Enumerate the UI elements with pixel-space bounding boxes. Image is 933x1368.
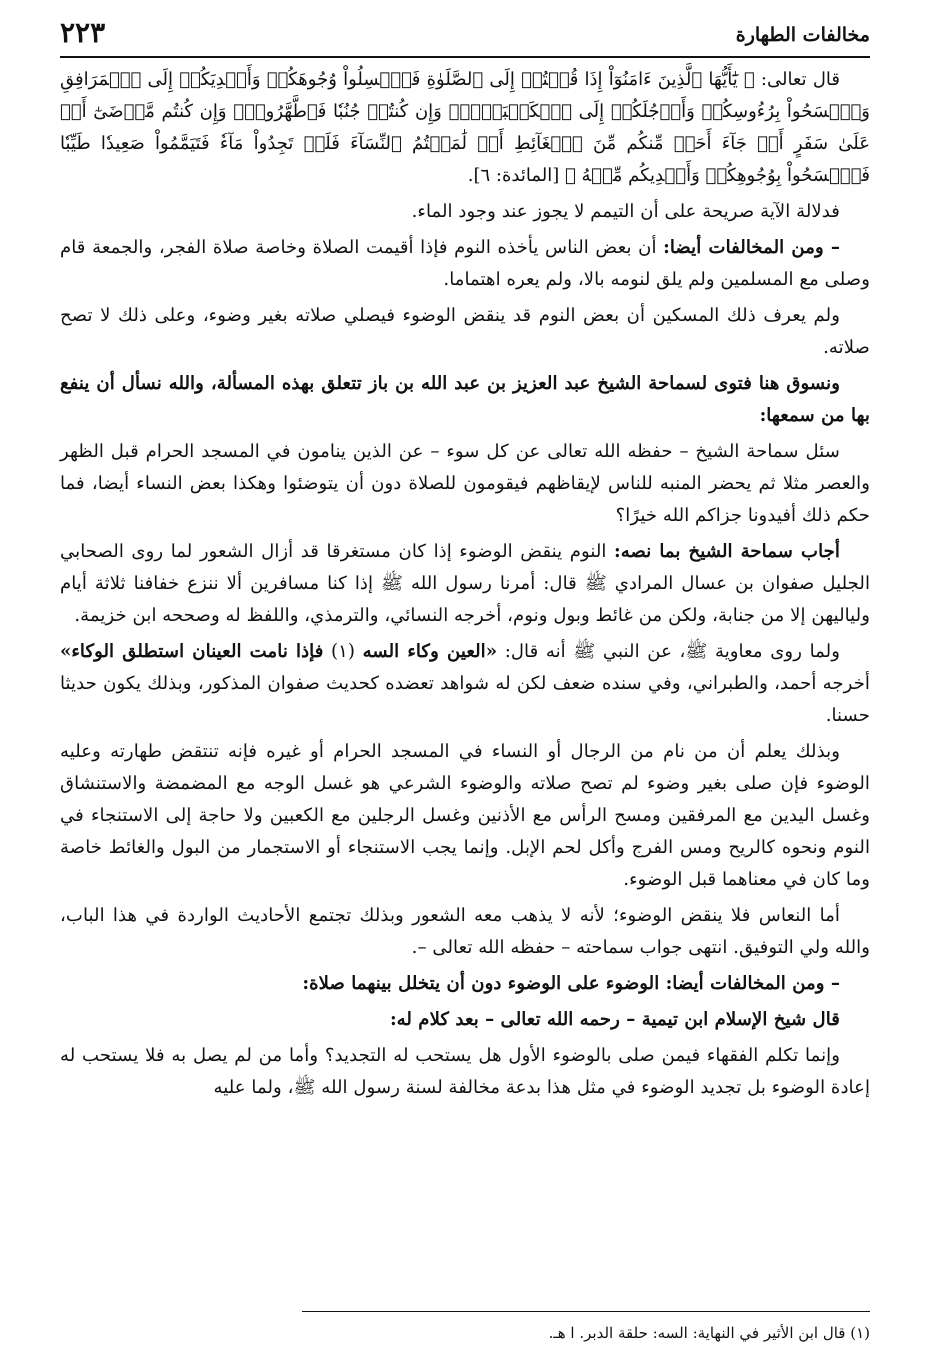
- hadith-quote: «العين وكاء السه: [362, 641, 498, 662]
- paragraph-text: أخرجه أحمد، والطبراني، وفي سنده ضعف لكن له شواهد تعضده كحديث صفوان المذكور، وبذلك يكون حديثا حسنا.: [60, 673, 870, 726]
- paragraph-text: الوضوء على الوضوء دون أن يتخلل بينهما صلاة:: [302, 973, 666, 994]
- footnote-reference[interactable]: (١): [323, 641, 363, 662]
- document-page: [60, 12, 870, 1108]
- paragraph-answer: [60, 536, 870, 632]
- paragraph-text: ونسوق هنا فتوى لسماحة الشيخ عبد العزيز بن عبد الله بن باز تتعلق بهذه المسألة، والله نسأل أن ينفع بها من سمعها:: [60, 373, 870, 426]
- paragraph-lead: أجاب سماحة الشيخ بما نصه:: [614, 541, 840, 562]
- paragraph-text: سئل سماحة الشيخ – حفظه الله تعالى عن كل سوء – عن الذين ينامون في المسجد الحرام قبل الظهر والعصر مثلا ثم يحضر المنبه للناس لإيقاظهم فيقومون للصلاة دون أن يتوضئوا وهكذا بعض النساء أيضا، فما حكم ذلك أفيدونا جزاكم الله خيرًا؟: [60, 441, 870, 526]
- body-text: [60, 64, 870, 1104]
- paragraph-wudu-on-wudu: [60, 968, 870, 1000]
- paragraph-text: أما النعاس فلا ينقض الوضوء؛ لأنه لا يذهب معه الشعور وبذلك تجتمع الأحاديث الواردة في هذا الباب، والله ولي التوفيق. انتهى جواب سماحته – حفظه الله تعالى –.: [60, 905, 870, 958]
- paragraph-drowsiness: [60, 900, 870, 964]
- paragraph-text: أن بعض الناس يأخذه النوم فإذا أقيمت الصلاة وخاصة صلاة الفجر، والجمعة قام وصلى مع المسلمين ولم يلق لنومه بالا، ولم يعره اهتماما.: [60, 237, 870, 290]
- page-number: ٢٢٣: [60, 16, 106, 49]
- paragraph-text: وإنما تكلم الفقهاء فيمن صلى بالوضوء الأول هل يستحب له التجديد؟ وأما من لم يصل به فلا يستحب له إعادة الوضوء بل تجديد الوضوء في مثل هذا بدعة مخالفة لسنة رسول الله ﷺ، ولما عليه: [60, 1045, 870, 1098]
- paragraph-text: النوم ينقض الوضوء إذا كان مستغرقا قد أزال الشعور لما روى الصحابي الجليل صفوان بن عسال المرادي ﷺ قال: أمرنا رسول الله ﷺ إذا كنا مسافرين ألا ننزع خفافنا ثلاثة أيام ولياليهن إلا من جنابة، ولكن من غائط وبول ونوم، أخرجه النسائي، والترمذي، واللفظ له وصححه ابن خزيمة.: [60, 541, 870, 626]
- paragraph-sleep-violation: [60, 232, 870, 296]
- paragraph-text: فدلالة الآية صريحة على أن التيمم لا يجوز عند وجود الماء.: [411, 201, 840, 222]
- quran-verse: قال تعالى: ﴿ يَٰٓأَيُّهَا ٱلَّذِينَ ءَامَنُوٓاْ إِذَا قُمۡتُمۡ إِلَى ٱلصَّلَوٰةِ فَٱغۡسِلُواْ وُجُوهَكُمۡ وَأَيۡدِيَكُمۡ إِلَى ٱلۡمَرَافِقِ وَٱمۡسَحُواْ بِرُءُوسِكُمۡ وَأَرۡجُلَكُمۡ إِلَى ٱلۡكَعۡبَيۡنِۚ وَإِن كُنتُمۡ جُنُبٗا فَٱطَّهَّرُواْۚ وَإِن كُنتُم مَّرۡضَىٰٓ أَوۡ عَلَىٰ سَفَرٍ أَوۡ جَآءَ أَحَدٞ مِّنكُم مِّنَ ٱلۡغَآئِطِ أَوۡ لَٰمَسۡتُمُ ٱلنِّسَآءَ فَلَمۡ تَجِدُواْ مَآءٗ فَتَيَمَّمُواْ صَعِيدٗا طَيِّبٗا فَٱمۡسَحُواْ بِوُجُوهِكُمۡ وَأَيۡدِيكُم مِّنۡهُ ﴾ [المائدة: ٦].: [60, 69, 870, 186]
- paragraph-text: ولم يعرف ذلك المسكين أن بعض النوم قد ينقض الوضوء فيصلي صلاته بغير وضوء، وعلى ذلك لا تصح صلاته.: [60, 305, 870, 358]
- paragraph-ibn-taymiyya: [60, 1004, 870, 1036]
- paragraph-poor-man: [60, 300, 870, 364]
- footnote-divider: [302, 1311, 870, 1312]
- paragraph-question: [60, 436, 870, 532]
- paragraph-ruling: [60, 736, 870, 896]
- footnote-text: (١) قال ابن الأثير في النهاية: السه: حلقة الدبر. ا هـ.: [548, 1324, 870, 1342]
- paragraph-lead: – ومن المخالفات أيضا:: [665, 973, 840, 994]
- paragraph-verse-inference: [60, 196, 870, 228]
- hadith-quote: فإذا نامت العينان استطلق الوكاء»: [60, 641, 324, 662]
- paragraph-lead: – ومن المخالفات أيضا:: [663, 237, 840, 258]
- page-header: [60, 12, 870, 58]
- paragraph-text: قال شيخ الإسلام ابن تيمية – رحمه الله تعالى – بعد كلام له:: [389, 1009, 840, 1030]
- paragraph-text: وبذلك يعلم أن من نام من الرجال أو النساء في المسجد الحرام أو غيره فإنه تنتقض طهارته وعليه الوضوء فإن صلى بغير وضوء لم تصح صلاته والوضوء الشرعي هو غسل الوجه مع المضمضة والاستنشاق وغسل اليدين مع المرفقين ومسح الرأس مع الأذنين وغسل الرجلين مع الكعبين ولا حاجة إلى الاستنجاء في النوم ونحوه كالريح ومس الفرج وأكل لحم الإبل. وإنما يجب الاستنجاء أو الاستجمار من البول والغائط خاصة وما كان في معناهما قبل الوضوء.: [60, 741, 870, 890]
- footnote: [310, 1322, 870, 1344]
- paragraph-text: ولما روى معاوية ﷺ، عن النبي ﷺ أنه قال:: [497, 641, 840, 662]
- paragraph-jurists: [60, 1040, 870, 1104]
- running-title: مخالفات الطهارة: [735, 24, 870, 46]
- paragraph-fatwa-intro: [60, 368, 870, 432]
- quran-verse-paragraph: [60, 64, 870, 192]
- paragraph-muawiya-hadith: [60, 636, 870, 732]
